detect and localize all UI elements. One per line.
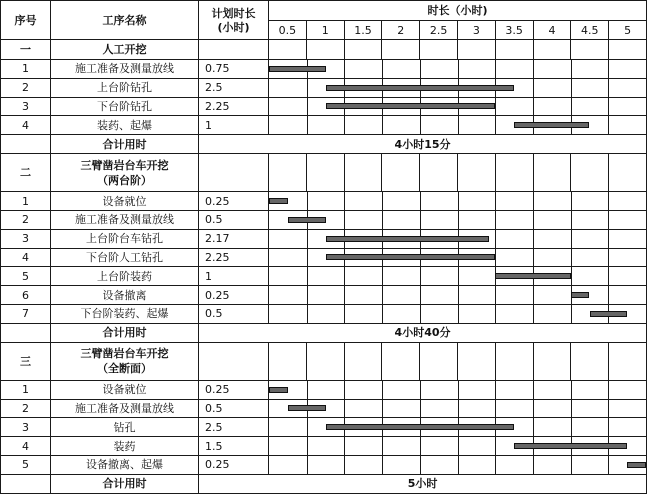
task-seq: 2 <box>1 78 51 97</box>
empty-plan-cell <box>199 342 269 380</box>
tick-label: 4.5 <box>571 21 609 40</box>
gantt-bar <box>269 387 288 393</box>
grid-line <box>344 305 345 323</box>
grid-line <box>608 192 609 210</box>
grid-line <box>382 116 383 134</box>
grid-line <box>533 400 534 418</box>
tick-label: 2 <box>382 21 420 40</box>
gantt-bar-cell <box>269 437 647 456</box>
grid-line <box>608 211 609 229</box>
grid-line <box>533 286 534 304</box>
task-duration: 0.5 <box>199 399 269 418</box>
gantt-bar <box>495 273 570 279</box>
task-name: 施工准备及测量放线 <box>51 210 199 229</box>
task-row <box>1 304 647 323</box>
grid-line <box>307 381 308 399</box>
grid-line <box>533 192 534 210</box>
grid-line <box>571 60 572 78</box>
task-seq: 6 <box>1 286 51 305</box>
grid-line <box>458 381 459 399</box>
grid-line <box>458 286 459 304</box>
grid-line <box>608 60 609 78</box>
grid-line <box>382 286 383 304</box>
grid-cell <box>344 40 382 60</box>
grid-cell <box>495 40 533 60</box>
grid-line <box>458 60 459 78</box>
grid-cell <box>382 342 420 380</box>
gantt-bar <box>326 254 496 260</box>
grid-cell <box>457 40 495 60</box>
grid-line <box>533 230 534 248</box>
task-seq: 1 <box>1 380 51 399</box>
task-name: 上台阶台车钻孔 <box>51 229 199 248</box>
empty-seq-cell <box>1 135 51 154</box>
grid-line <box>495 98 496 116</box>
task-duration: 2.17 <box>199 229 269 248</box>
section-number: 一 <box>1 40 51 60</box>
section-number: 二 <box>1 154 51 192</box>
grid-line <box>344 400 345 418</box>
section-title-line: 三臂凿岩台车开挖 <box>80 347 169 361</box>
tick-label: 2.5 <box>420 21 458 40</box>
grid-line <box>307 456 308 474</box>
section-title-line: 三臂凿岩台车开挖 <box>80 158 169 172</box>
grid-cell <box>495 342 533 380</box>
total-label: 合计用时 <box>51 323 199 342</box>
task-row <box>1 60 647 79</box>
grid-line <box>307 192 308 210</box>
task-seq: 4 <box>1 437 51 456</box>
task-seq: 4 <box>1 248 51 267</box>
gantt-bar-cell <box>269 210 647 229</box>
grid-cell <box>420 40 458 60</box>
task-duration: 2.5 <box>199 418 269 437</box>
grid-line <box>571 192 572 210</box>
gantt-bar-cell <box>269 304 647 323</box>
task-name: 上台阶装药 <box>51 267 199 286</box>
task-duration: 0.25 <box>199 455 269 474</box>
grid-line <box>307 98 308 116</box>
grid-line <box>307 418 308 436</box>
task-row <box>1 229 647 248</box>
task-row <box>1 248 647 267</box>
tick-label: 3 <box>457 21 495 40</box>
task-seq: 3 <box>1 229 51 248</box>
task-seq: 2 <box>1 399 51 418</box>
task-duration: 1.5 <box>199 437 269 456</box>
gantt-bar <box>571 292 590 298</box>
grid-line <box>608 381 609 399</box>
task-row <box>1 380 647 399</box>
grid-cell <box>495 154 533 192</box>
task-duration: 0.25 <box>199 192 269 211</box>
grid-line <box>571 79 572 97</box>
grid-line <box>458 267 459 285</box>
section-title-line: （全断面） <box>97 362 152 376</box>
section-title <box>51 342 199 380</box>
grid-line <box>382 211 383 229</box>
task-name: 下台阶钻孔 <box>51 97 199 116</box>
grid-line <box>495 249 496 267</box>
gantt-bar-cell <box>269 399 647 418</box>
grid-line <box>533 79 534 97</box>
grid-line <box>420 381 421 399</box>
gantt-bar-cell <box>269 229 647 248</box>
grid-line <box>608 230 609 248</box>
grid-line <box>382 381 383 399</box>
grid-line <box>307 79 308 97</box>
total-value: 4小时40分 <box>199 323 647 342</box>
grid-line <box>307 249 308 267</box>
task-duration: 2.25 <box>199 248 269 267</box>
grid-line <box>495 116 496 134</box>
grid-line <box>307 230 308 248</box>
gantt-bar-cell <box>269 418 647 437</box>
gantt-bar <box>514 443 627 449</box>
task-duration: 2.25 <box>199 97 269 116</box>
task-name: 设备撤离 <box>51 286 199 305</box>
grid-cell <box>533 342 571 380</box>
gantt-bar <box>288 405 326 411</box>
total-value: 5小时 <box>199 474 647 493</box>
gantt-bar <box>269 198 288 204</box>
task-duration: 2.5 <box>199 78 269 97</box>
grid-line <box>344 192 345 210</box>
grid-line <box>458 456 459 474</box>
empty-plan-cell <box>199 154 269 192</box>
task-seq: 5 <box>1 455 51 474</box>
grid-line <box>458 116 459 134</box>
grid-cell <box>571 342 609 380</box>
plan-header-line1: 计划时长 <box>211 6 256 20</box>
total-row <box>1 323 647 342</box>
grid-line <box>608 400 609 418</box>
grid-line <box>571 305 572 323</box>
grid-line <box>495 230 496 248</box>
grid-line <box>420 456 421 474</box>
grid-line <box>382 456 383 474</box>
grid-line <box>571 418 572 436</box>
task-seq: 3 <box>1 418 51 437</box>
gantt-bar <box>326 85 515 91</box>
grid-line <box>382 60 383 78</box>
grid-line <box>420 400 421 418</box>
task-seq: 1 <box>1 60 51 79</box>
empty-seq-cell <box>1 474 51 493</box>
section-title <box>51 40 199 60</box>
grid-line <box>495 456 496 474</box>
task-seq: 5 <box>1 267 51 286</box>
grid-line <box>608 98 609 116</box>
grid-line <box>344 267 345 285</box>
task-row <box>1 97 647 116</box>
grid-line <box>420 116 421 134</box>
grid-line <box>458 437 459 455</box>
grid-cell <box>571 154 609 192</box>
grid-line <box>608 286 609 304</box>
grid-line <box>533 305 534 323</box>
task-name: 下台阶人工钻孔 <box>51 248 199 267</box>
grid-line <box>608 79 609 97</box>
grid-line <box>533 418 534 436</box>
task-row <box>1 267 647 286</box>
gantt-bar-cell <box>269 78 647 97</box>
col-header-name: 工序名称 <box>51 1 199 40</box>
grid-line <box>495 211 496 229</box>
grid-line <box>533 211 534 229</box>
grid-line <box>382 267 383 285</box>
task-row <box>1 399 647 418</box>
grid-line <box>533 381 534 399</box>
grid-line <box>344 456 345 474</box>
task-name: 施工准备及测量放线 <box>51 399 199 418</box>
grid-cell <box>533 154 571 192</box>
section-title-line: （两台阶） <box>97 173 152 187</box>
tick-label: 0.5 <box>269 21 307 40</box>
total-label: 合计用时 <box>51 135 199 154</box>
task-duration: 0.25 <box>199 380 269 399</box>
grid-cell <box>382 40 420 60</box>
task-row <box>1 78 647 97</box>
grid-line <box>344 381 345 399</box>
grid-line <box>307 437 308 455</box>
grid-line <box>420 305 421 323</box>
grid-line <box>533 60 534 78</box>
grid-line <box>307 305 308 323</box>
task-name: 设备就位 <box>51 192 199 211</box>
gantt-bar-cell <box>269 267 647 286</box>
grid-line <box>495 400 496 418</box>
col-header-plan <box>199 1 269 40</box>
task-name: 施工准备及测量放线 <box>51 60 199 79</box>
total-row <box>1 135 647 154</box>
grid-line <box>495 286 496 304</box>
grid-cell <box>306 342 344 380</box>
task-row <box>1 418 647 437</box>
tick-label: 1.5 <box>344 21 382 40</box>
tick-label: 5 <box>609 21 647 40</box>
task-name: 上台阶钻孔 <box>51 78 199 97</box>
gantt-bar <box>269 66 326 72</box>
task-duration: 0.5 <box>199 210 269 229</box>
grid-line <box>420 286 421 304</box>
task-row <box>1 210 647 229</box>
grid-line <box>344 211 345 229</box>
plan-header-line2: (小时) <box>217 20 250 34</box>
task-name: 装药、起爆 <box>51 116 199 135</box>
empty-plan-cell <box>199 40 269 60</box>
task-seq: 1 <box>1 192 51 211</box>
task-name: 装药 <box>51 437 199 456</box>
grid-line <box>571 230 572 248</box>
grid-cell <box>420 342 458 380</box>
grid-cell <box>306 154 344 192</box>
grid-line <box>420 211 421 229</box>
grid-line <box>420 267 421 285</box>
grid-line <box>608 249 609 267</box>
grid-line <box>307 116 308 134</box>
grid-line <box>344 286 345 304</box>
task-duration: 0.25 <box>199 286 269 305</box>
grid-line <box>608 456 609 474</box>
task-seq: 7 <box>1 304 51 323</box>
gantt-bar-cell <box>269 286 647 305</box>
grid-line <box>420 437 421 455</box>
grid-line <box>344 116 345 134</box>
grid-line <box>571 400 572 418</box>
col-header-timeline: 时长（小时) <box>269 1 647 21</box>
gantt-bar <box>590 311 628 317</box>
gantt-bar-cell <box>269 248 647 267</box>
task-name: 钻孔 <box>51 418 199 437</box>
grid-line <box>608 116 609 134</box>
section-title <box>51 154 199 192</box>
task-duration: 1 <box>199 267 269 286</box>
grid-cell <box>571 40 609 60</box>
grid-cell <box>269 342 307 380</box>
header-row <box>1 1 647 21</box>
total-label: 合计用时 <box>51 474 199 493</box>
grid-cell <box>609 342 647 380</box>
gantt-bar <box>514 122 589 128</box>
grid-line <box>495 192 496 210</box>
gantt-bar <box>326 103 496 109</box>
grid-line <box>458 305 459 323</box>
grid-line <box>420 60 421 78</box>
gantt-bar-cell <box>269 60 647 79</box>
grid-cell <box>533 40 571 60</box>
grid-line <box>420 192 421 210</box>
task-duration: 0.5 <box>199 304 269 323</box>
task-name: 下台阶装药、起爆 <box>51 304 199 323</box>
grid-line <box>382 437 383 455</box>
grid-line <box>458 400 459 418</box>
grid-line <box>571 98 572 116</box>
grid-line <box>458 211 459 229</box>
grid-cell <box>382 154 420 192</box>
task-row <box>1 286 647 305</box>
section-title-row <box>1 40 647 60</box>
grid-line <box>495 305 496 323</box>
grid-cell <box>269 40 307 60</box>
grid-line <box>571 249 572 267</box>
grid-cell <box>457 342 495 380</box>
tick-label: 3.5 <box>495 21 533 40</box>
grid-line <box>571 267 572 285</box>
task-row <box>1 116 647 135</box>
grid-line <box>307 286 308 304</box>
section-title-row <box>1 154 647 192</box>
grid-cell <box>609 40 647 60</box>
grid-line <box>382 400 383 418</box>
gantt-bar <box>288 217 326 223</box>
grid-line <box>495 381 496 399</box>
grid-line <box>608 418 609 436</box>
gantt-bar <box>326 236 490 242</box>
task-row <box>1 455 647 474</box>
empty-seq-cell <box>1 323 51 342</box>
task-row <box>1 437 647 456</box>
gantt-bar-cell <box>269 380 647 399</box>
total-value: 4小时15分 <box>199 135 647 154</box>
task-seq: 2 <box>1 210 51 229</box>
gantt-bar-cell <box>269 192 647 211</box>
grid-line <box>533 98 534 116</box>
gantt-bar-cell <box>269 455 647 474</box>
grid-cell <box>344 154 382 192</box>
grid-line <box>458 192 459 210</box>
tick-label: 4 <box>533 21 571 40</box>
section-number: 三 <box>1 342 51 380</box>
grid-line <box>382 192 383 210</box>
gantt-bar <box>627 462 646 468</box>
section-title-line: 人工开挖 <box>102 43 147 56</box>
gantt-bar-cell <box>269 116 647 135</box>
grid-line <box>533 456 534 474</box>
grid-line <box>533 249 534 267</box>
col-header-seq: 序号 <box>1 1 51 40</box>
task-duration: 1 <box>199 116 269 135</box>
grid-line <box>571 381 572 399</box>
task-seq: 4 <box>1 116 51 135</box>
grid-cell <box>420 154 458 192</box>
tick-label: 1 <box>306 21 344 40</box>
task-seq: 3 <box>1 97 51 116</box>
grid-line <box>608 267 609 285</box>
grid-cell <box>344 342 382 380</box>
grid-line <box>571 456 572 474</box>
grid-line <box>344 437 345 455</box>
grid-line <box>571 211 572 229</box>
grid-line <box>495 437 496 455</box>
task-name: 设备撤离、起爆 <box>51 455 199 474</box>
grid-line <box>495 60 496 78</box>
grid-cell <box>306 40 344 60</box>
task-name: 设备就位 <box>51 380 199 399</box>
section-title-row <box>1 342 647 380</box>
task-duration: 0.75 <box>199 60 269 79</box>
gantt-bar-cell <box>269 97 647 116</box>
grid-cell <box>457 154 495 192</box>
task-row <box>1 192 647 211</box>
grid-cell <box>269 154 307 192</box>
gantt-bar <box>326 424 515 430</box>
grid-cell <box>609 154 647 192</box>
grid-line <box>307 267 308 285</box>
total-row <box>1 474 647 493</box>
grid-line <box>344 60 345 78</box>
grid-line <box>382 305 383 323</box>
